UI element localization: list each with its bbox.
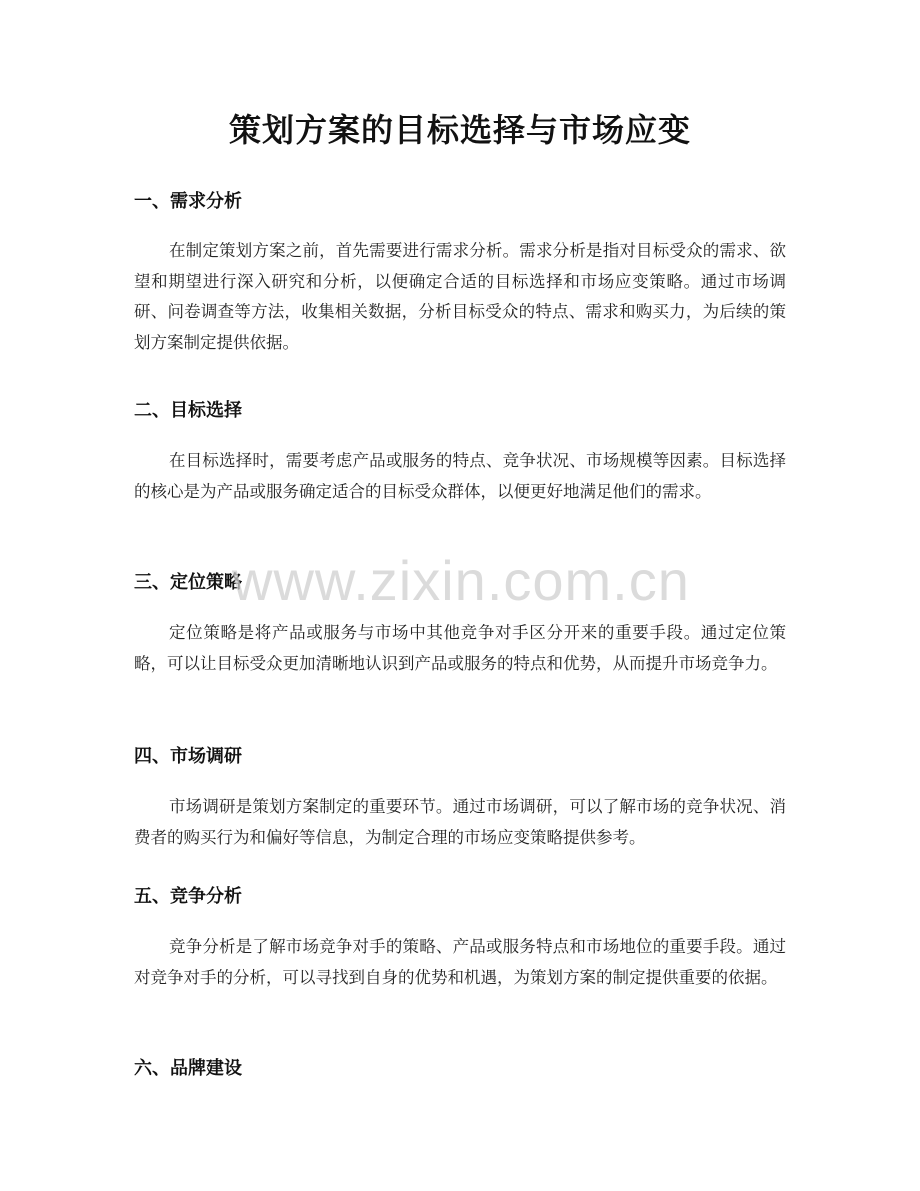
section-heading-market-research: 四、市场调研	[134, 746, 242, 767]
section-body-competition-analysis: 竞争分析是了解市场竞争对手的策略、产品或服务特点和市场地位的重要手段。通过对竞争对手的分析，可以寻找到自身的优势和机遇，为策划方案的制定提供重要的依据。	[134, 937, 786, 987]
section-heading-positioning-strategy: 三、定位策略	[134, 572, 242, 593]
watermark: www.zixin.com.cn	[232, 549, 690, 612]
section-heading-competition-analysis: 五、竞争分析	[134, 886, 242, 907]
section-heading-demand-analysis: 一、需求分析	[134, 191, 242, 212]
section-heading-target-selection: 二、目标选择	[134, 400, 242, 421]
section-body-positioning-strategy: 定位策略是将产品或服务与市场中其他竞争对手区分开来的重要手段。通过定位策略，可以让目标受众更加清晰地认识到产品或服务的特点和优势，从而提升市场竞争力。	[134, 623, 786, 673]
section-body-demand-analysis: 在制定策划方案之前，首先需要进行需求分析。需求分析是指对目标受众的需求、欲望和期望进行深入研究和分析，以便确定合适的目标选择和市场应变策略。通过市场调研、问卷调查等方法，收集相关数据，分析目标受众的特点、需求和购买力，为后续的策划方案制定提供依据。	[134, 241, 786, 352]
document-title: 策划方案的目标选择与市场应变	[228, 111, 691, 149]
section-heading-brand-building: 六、品牌建设	[134, 1058, 242, 1079]
section-body-target-selection: 在目标选择时，需要考虑产品或服务的特点、竞争状况、市场规模等因素。目标选择的核心是为产品或服务确定适合的目标受众群体，以便更好地满足他们的需求。	[134, 451, 786, 501]
section-body-market-research: 市场调研是策划方案制定的重要环节。通过市场调研，可以了解市场的竞争状况、消费者的购买行为和偏好等信息，为制定合理的市场应变策略提供参考。	[134, 797, 786, 847]
